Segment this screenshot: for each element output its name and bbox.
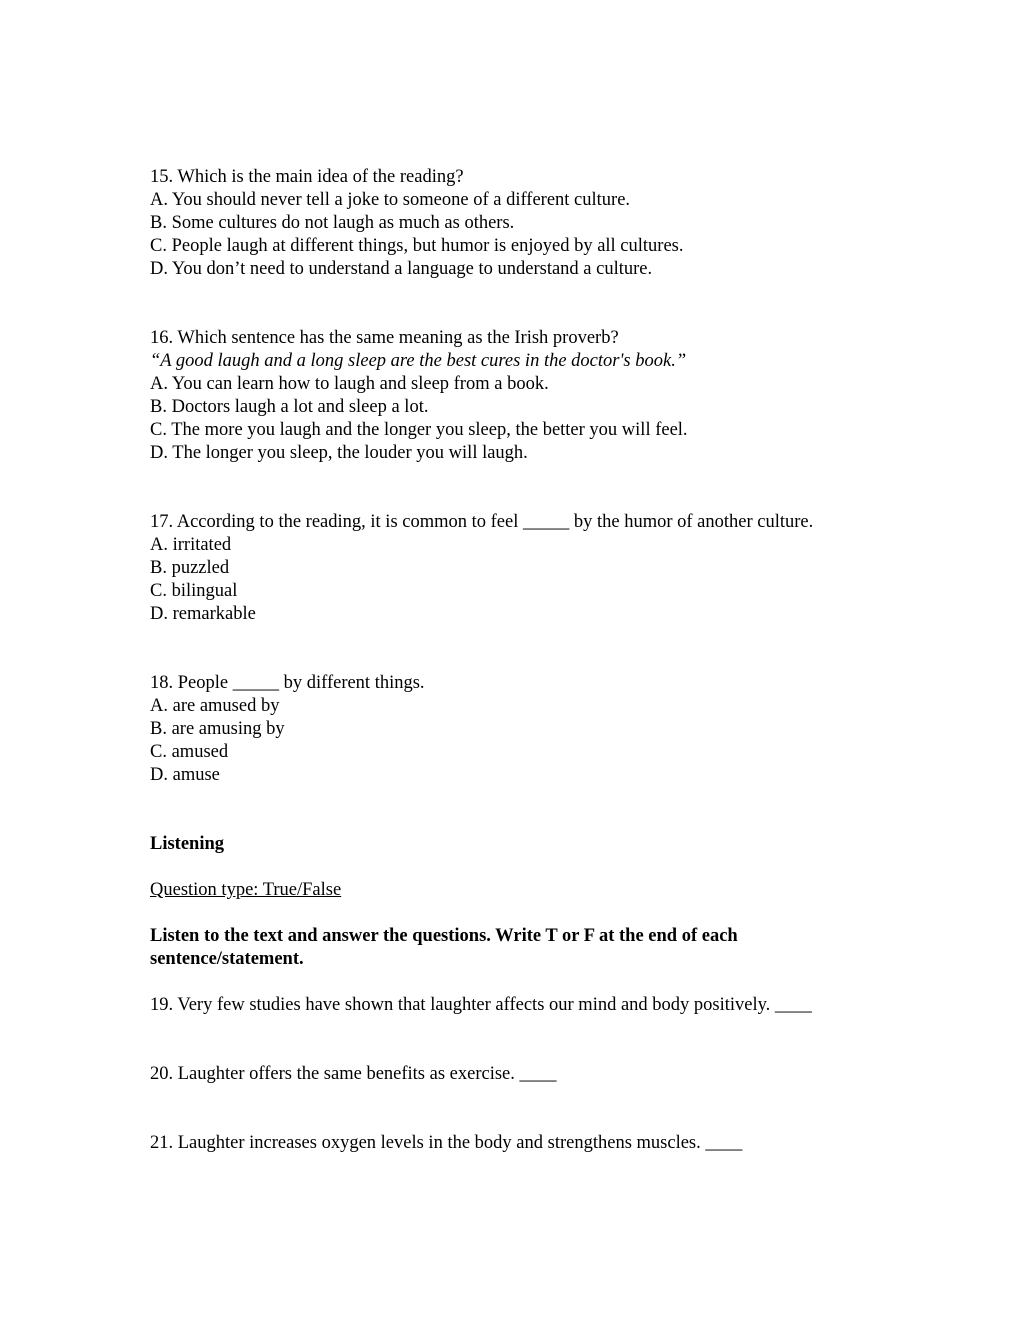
- question-type-label: Question type: True/False: [150, 880, 342, 900]
- question-stem: 15. Which is the main idea of the reading?: [150, 167, 464, 187]
- answer-option: C. People laugh at different things, but humor is enjoyed by all cultures.: [150, 236, 684, 256]
- question-17: [150, 511, 910, 626]
- worksheet-page: [150, 166, 910, 1155]
- answer-option: A. irritated: [150, 535, 232, 555]
- spacer: [150, 1086, 910, 1132]
- answer-option: B. Doctors laugh a lot and sleep a lot.: [150, 397, 429, 417]
- spacer: [150, 465, 910, 511]
- question-18: [150, 672, 910, 787]
- answer-option: B. puzzled: [150, 558, 230, 578]
- answer-option: A. are amused by: [150, 696, 280, 716]
- question-stem: 18. People _____ by different things.: [150, 673, 425, 693]
- answer-option: A. You can learn how to laugh and sleep from a book.: [150, 374, 549, 394]
- section-heading-listening: Listening: [150, 834, 225, 854]
- spacer: [150, 971, 910, 994]
- answer-option: D. remarkable: [150, 604, 256, 624]
- spacer: [150, 1017, 910, 1063]
- spacer: [150, 626, 910, 672]
- answer-option: B. Some cultures do not laugh as much as others.: [150, 213, 515, 233]
- answer-option: A. You should never tell a joke to someone of a different culture.: [150, 190, 631, 210]
- listening-instruction: Listen to the text and answer the questions. Write T or F at the end of each sentence/statement.: [150, 926, 738, 969]
- tf-statement-20: 20. Laughter offers the same benefits as exercise. ____: [150, 1064, 557, 1084]
- tf-statement-19: 19. Very few studies have shown that laughter affects our mind and body positively. ____: [150, 995, 812, 1015]
- question-stem: 17. According to the reading, it is common to feel _____ by the humor of another culture.: [150, 512, 814, 532]
- answer-option: D. The longer you sleep, the louder you will laugh.: [150, 443, 528, 463]
- answer-option: D. You don’t need to understand a language to understand a culture.: [150, 259, 653, 279]
- answer-option: B. are amusing by: [150, 719, 285, 739]
- answer-option: C. amused: [150, 742, 229, 762]
- spacer: [150, 281, 910, 327]
- question-16: [150, 327, 910, 465]
- question-15: [150, 166, 910, 281]
- question-stem: 16. Which sentence has the same meaning as the Irish proverb?: [150, 328, 619, 348]
- spacer: [150, 787, 910, 833]
- answer-option: C. bilingual: [150, 581, 238, 601]
- proverb-quote: “A good laugh and a long sleep are the best cures in the doctor's book.”: [150, 351, 687, 371]
- spacer: [150, 902, 910, 925]
- answer-option: C. The more you laugh and the longer you sleep, the better you will feel.: [150, 420, 688, 440]
- tf-statement-21: 21. Laughter increases oxygen levels in the body and strengthens muscles. ____: [150, 1133, 743, 1153]
- answer-option: D. amuse: [150, 765, 220, 785]
- spacer: [150, 856, 910, 879]
